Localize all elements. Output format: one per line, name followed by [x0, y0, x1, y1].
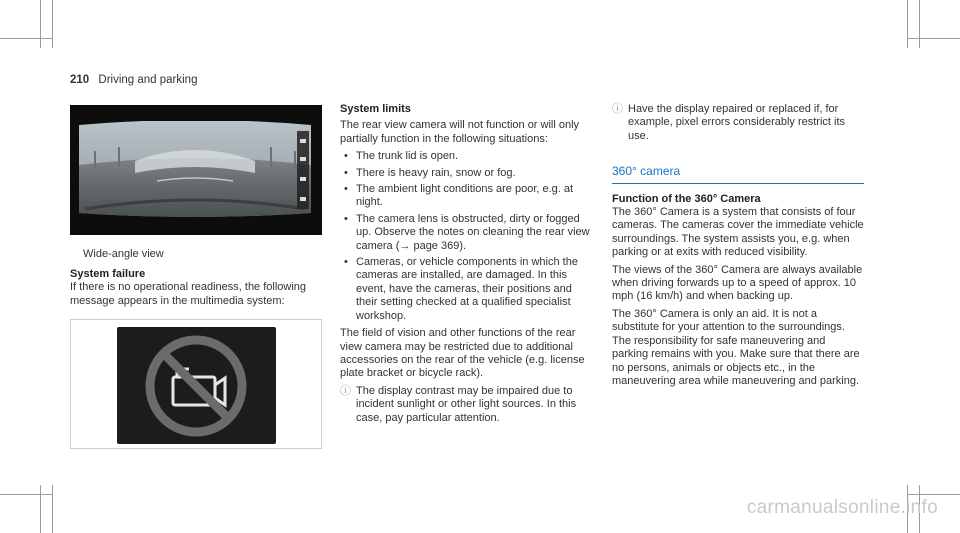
crop-mark — [907, 0, 908, 48]
watermark: carmanualsonline.info — [746, 497, 938, 518]
crop-mark — [40, 0, 41, 48]
page-number: 210 — [70, 74, 90, 86]
note-icon: ⓘ — [340, 384, 351, 397]
list-item: • The camera lens is obstructed, dirty or fogged up. Observe the notes on cleaning the rear view camera (→ page 369). — [340, 213, 596, 253]
list-item: • Cameras, or vehicle components in which the cameras are installed, are damaged. In this event, have the cameras, their positions and their setting checked at a qualified specialist workshop. — [340, 256, 596, 323]
crop-mark — [0, 38, 52, 39]
camera-off-icon — [117, 327, 276, 444]
system-failure-heading: System failure — [70, 268, 146, 280]
system-limits-heading: System limits — [340, 103, 411, 115]
multimedia-display — [117, 327, 276, 444]
middle-column — [340, 103, 596, 429]
right-column — [612, 103, 864, 392]
field-of-vision-text: The field of vision and other functions of the rear view camera may be restricted due to additional accessories on the rear of the vehicle (e.g. license plate bracket or bicycle rack). — [340, 327, 585, 380]
crop-mark — [52, 485, 53, 533]
note-icon: ⓘ — [612, 103, 623, 115]
function-heading: Function of the 360° Camera — [612, 192, 761, 205]
crop-mark — [907, 38, 960, 39]
display-contrast-note — [340, 385, 596, 425]
crop-mark — [919, 0, 920, 48]
list-item: • The trunk lid is open. — [340, 150, 596, 163]
function-text: The 360° Camera is a system that consists of four cameras. The cameras cover the immediate vehicle surroundings. The system assists you, e.g. when parking or at exits with reduced visibility. — [612, 206, 864, 259]
camera-view-graphic — [75, 121, 315, 217]
crop-mark — [52, 0, 53, 48]
wide-angle-camera-image — [70, 105, 322, 235]
list-item: • The ambient light conditions are poor, e.g. at night. — [340, 183, 596, 210]
display-repair-note — [612, 103, 864, 143]
failure-message-image — [70, 319, 322, 449]
section-title: 360° camera — [612, 165, 864, 183]
system-failure-text: If there is no operational readiness, the following message appears in the multimedia system: — [70, 281, 307, 307]
page-header — [70, 74, 197, 86]
crop-mark — [0, 494, 52, 495]
aid-text: The 360° Camera is only an aid. It is not a substitute for your attention to the surroundings. The responsibility for safe maneuvering and parking remains with you. Make sure that there are no persons, animals or objects etc., in the maneuvering area while maneuvering and parking. — [612, 307, 860, 387]
system-limits-intro: The rear view camera will not function or will only partially function in the following situations: — [340, 119, 580, 145]
note-text: Have the display repaired or replaced if, for example, pixel errors considerably restrict its use. — [628, 103, 846, 142]
crop-mark — [907, 494, 960, 495]
views-text: The views of the 360° Camera are always available when driving forwards up to a speed of approx. 10 mph (16 km/h) and when backing up. — [612, 263, 863, 303]
crop-mark — [40, 485, 41, 533]
list-item: • There is heavy rain, snow or fog. — [340, 167, 596, 180]
note-text: The display contrast may be impaired due to incident sunlight or other light sources. In this case, pay particular attention. — [356, 384, 577, 424]
image-caption: Wide-angle view — [83, 248, 164, 260]
section-name: Driving and parking — [98, 74, 198, 86]
left-column — [70, 268, 325, 312]
system-limits-list — [340, 150, 596, 323]
